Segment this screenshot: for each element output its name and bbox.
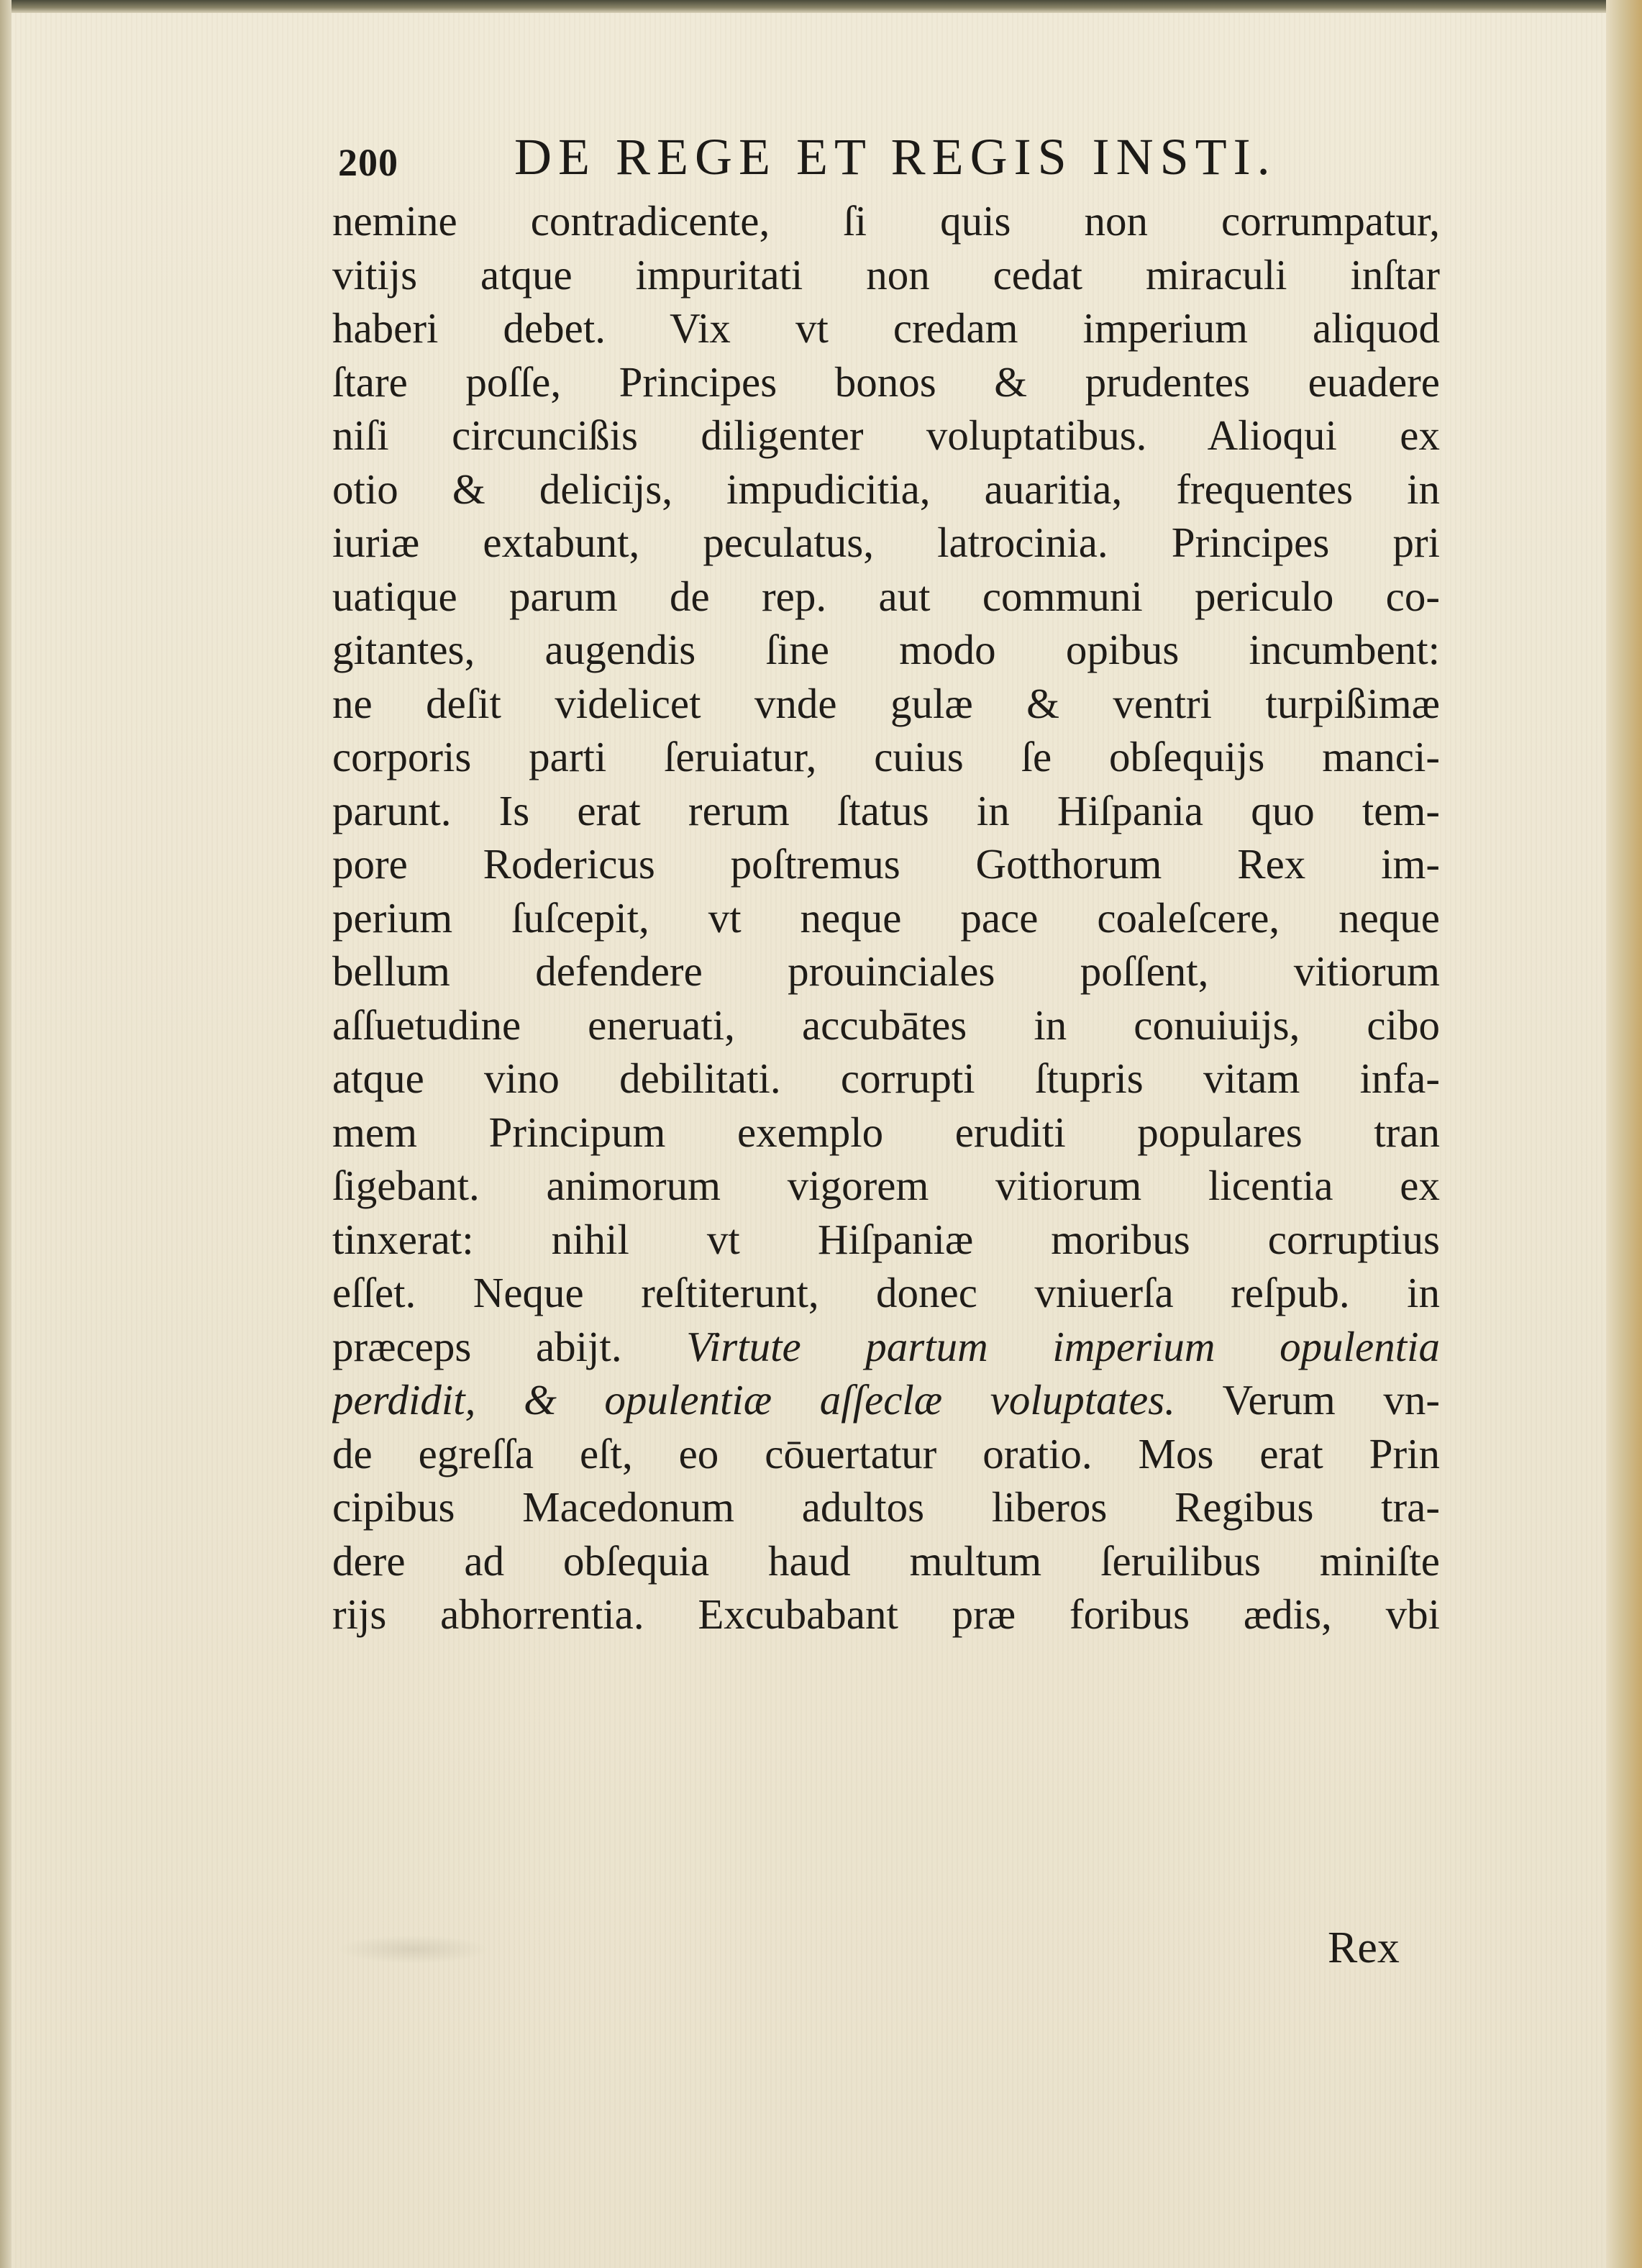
text-line-content: bellum defendere prouinciales poſſent, vitiorum [332, 947, 1440, 995]
text-line-content: mem Principum exemplo eruditi populares tran [332, 1108, 1440, 1156]
text-line [332, 355, 1440, 409]
text-line-content: niſi circuncißis diligenter voluptatibus. Alioqui ex [332, 411, 1440, 459]
text-line [332, 1106, 1440, 1160]
text-line-content: ſigebant. animorum vigorem vitiorum licentia ex [332, 1162, 1440, 1209]
text-line [332, 463, 1440, 516]
text-line-content: nemine contradicente, ſi quis non corrumpatur, [332, 197, 1440, 245]
text-line-roman: præceps abijt. [332, 1322, 687, 1370]
text-line [332, 516, 1440, 570]
text-line [332, 1320, 1440, 1374]
text-line [332, 409, 1440, 463]
body-text [332, 194, 1440, 1641]
text-line-content: atque vino debilitati. corrupti ſtupris vitam infa- [332, 1055, 1440, 1102]
text-line [332, 944, 1440, 998]
text-line [332, 784, 1440, 838]
text-line-content: corporis parti ſeruiatur, cuius ſe obſequijs manci- [332, 733, 1440, 780]
text-line-italic: perdidit, & opulentiæ aſſeclæ voluptates. [332, 1376, 1175, 1424]
text-line [332, 1588, 1440, 1641]
text-line-content: parunt. Is erat rerum ſtatus in Hiſpania quo tem- [332, 786, 1440, 834]
text-line-content: pore Rodericus poſtremus Gotthorum Rex im- [332, 840, 1440, 888]
text-line [332, 623, 1440, 677]
text-line [332, 1052, 1440, 1106]
text-line [332, 1427, 1440, 1481]
text-line-content: otio & delicijs, impudicitia, auaritia, frequentes in [332, 465, 1440, 513]
text-line-roman: Verum vn- [1175, 1376, 1440, 1424]
text-line-content: cipibus Macedonum adultos liberos Regibus tra- [332, 1483, 1440, 1531]
text-line [332, 1213, 1440, 1267]
text-line-italic: Virtute partum imperium opulentia [686, 1322, 1440, 1370]
text-line [332, 301, 1440, 355]
text-line [332, 998, 1440, 1052]
text-line [332, 1159, 1440, 1213]
text-line-content: aſſuetudine eneruati, accubātes in conuiuijs, cibo [332, 1001, 1440, 1049]
text-line-content: eſſet. Neque reſtiterunt, donec vniuerſa reſpub. in [332, 1269, 1440, 1316]
text-line-content: de egreſſa eſt, eo cōuertatur oratio. Mos erat Prin [332, 1429, 1440, 1477]
page-right-edge [1606, 0, 1642, 2268]
text-line-content: ne deſit videlicet vnde gulæ & ventri turpißimæ [332, 679, 1440, 727]
text-line [332, 194, 1440, 248]
text-line-content: vitijs atque impuritati non cedat miraculi inſtar [332, 250, 1440, 299]
text-line [332, 1266, 1440, 1320]
page-number: 200 [338, 141, 398, 184]
page-left-edge [0, 0, 12, 2268]
page-top-edge [0, 0, 1642, 13]
text-line [332, 677, 1440, 731]
text-line-content: tinxerat: nihil vt Hiſpaniæ moribus corruptius [332, 1215, 1440, 1263]
text-line [332, 1373, 1440, 1427]
text-line-content: uatique parum de rep. aut communi periculo co- [332, 572, 1440, 620]
running-title: DE REGE ET REGIS INSTI. [514, 128, 1277, 186]
text-line [332, 1480, 1440, 1534]
text-line-content: ſtare poſſe, Principes bonos & prudentes euadere [332, 357, 1440, 406]
text-line [332, 570, 1440, 624]
text-line-content: gitantes, augendis ſine modo opibus incumbent: [332, 626, 1440, 673]
text-line-content: perium ſuſcepit, vt neque pace coaleſcere, neque [332, 893, 1440, 942]
text-line [332, 837, 1440, 891]
text-line [332, 248, 1440, 302]
running-head [338, 121, 1316, 193]
text-line-content: dere ad obſequia haud multum ſeruilibus miniſte [332, 1536, 1440, 1585]
text-line-content: haberi debet. Vix vt credam imperium aliquod [332, 304, 1440, 352]
text-line [332, 730, 1440, 784]
text-line-content: rijs abhorrentia. Excubabant præ foribus ædis, vbi [332, 1590, 1440, 1638]
ink-smudge [338, 1935, 489, 1964]
catchword: Rex [1328, 1923, 1400, 1972]
text-line-content: iuriæ extabunt, peculatus, latrocinia. Principes pri [332, 519, 1440, 566]
text-line [332, 1534, 1440, 1588]
text-line [332, 891, 1440, 945]
